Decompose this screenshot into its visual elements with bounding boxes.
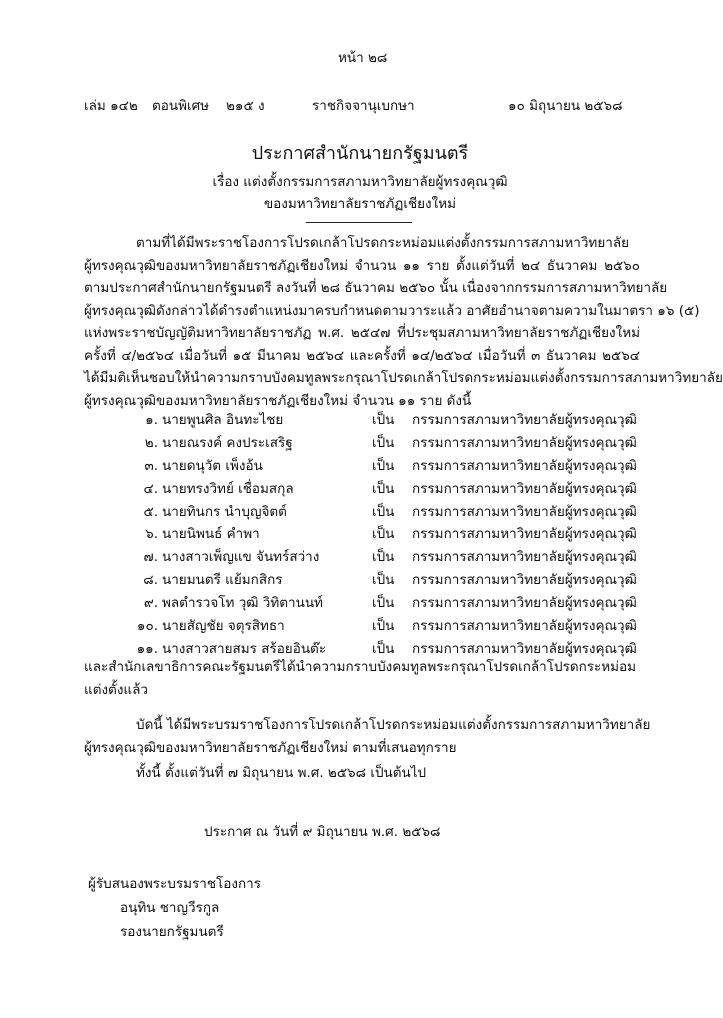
appointee-as: เป็น — [372, 412, 395, 428]
appointee-as: เป็น — [372, 434, 395, 451]
list-item — [0, 501, 720, 524]
header-date: ๑๐ มิถุนายน ๒๕๖๘ — [508, 98, 623, 114]
appointee-name: นายณรงค์ คงประเสริฐ — [162, 434, 293, 451]
item-number: ๒. — [144, 434, 158, 451]
announcement-date: ประกาศ ณ วันที่ ๙ มิถุนายน พ.ศ. ๒๕๖๘ — [204, 824, 441, 840]
appointee-name: พลตำรวจโท วุฒิ วิทิตานนท์ — [162, 595, 323, 612]
appointee-position: กรรมการสภามหาวิทยาลัยผู้ทรงคุณวุฒิ — [412, 549, 637, 566]
item-number: ๗. — [143, 549, 158, 566]
header-number: ๒๑๕ ง — [226, 98, 265, 114]
signatory-role: รองนายกรัฐมนตรี — [120, 924, 224, 940]
appointee-name: นายทินกร นำบุญจิตต์ — [162, 503, 287, 520]
appointee-as: เป็น — [372, 526, 395, 543]
body-line: ครั้งที่ ๔/๒๕๖๔ เมื่อวันที่ ๑๕ มีนาคม ๒๕๖๔ และครั้งที่ ๑๔/๒๕๖๔ เมื่อวันที่ ๓ ธันวาคม ๒๕๖๔ — [84, 347, 640, 364]
appointee-position: กรรมการสภามหาวิทยาลัยผู้ทรงคุณวุฒิ — [412, 457, 637, 474]
appointee-as: เป็น — [372, 618, 395, 635]
item-number: ๑. — [145, 412, 158, 428]
item-number: ๖. — [145, 526, 158, 543]
appointee-as: เป็น — [372, 640, 395, 657]
order-line: บัดนี้ ได้มีพระบรมราชโองการโปรดเกล้าโปรดกระหม่อมแต่งตั้งกรรมการสภามหาวิทยาลัย — [136, 717, 651, 733]
title-divider — [306, 222, 412, 223]
body-line: ตามที่ได้มีพระราชโองการโปรดเกล้าโปรดกระหม่อมแต่งตั้งกรรมการสภามหาวิทยาลัย — [136, 235, 630, 251]
header-volume: เล่ม ๑๔๒ — [84, 98, 138, 114]
subject-line-1: เรื่อง แต่งตั้งกรรมการสภามหาวิทยาลัยผู้ทรงคุณวุฒิ — [212, 174, 508, 190]
body-line: ผู้ทรงคุณวุฒิของมหาวิทยาลัยราชภัฏเชียงใหม่ จำนวน ๑๑ ราย ดังนี้ — [84, 392, 472, 409]
item-number: ๕. — [143, 503, 158, 520]
appointee-name: นายสัญชัย จตุรสิทธา — [162, 618, 285, 635]
header-gazette-name: ราชกิจจานุเบกษา — [312, 98, 415, 114]
item-number: ๘. — [143, 572, 158, 589]
appointee-as: เป็น — [372, 572, 395, 589]
appointee-position: กรรมการสภามหาวิทยาลัยผู้ทรงคุณวุฒิ — [412, 480, 637, 497]
appointee-as: เป็น — [372, 457, 395, 474]
item-number: ๓. — [144, 457, 158, 474]
appointee-name: นายนิพนธ์ คำพา — [162, 526, 260, 543]
appointee-as: เป็น — [372, 549, 395, 566]
appointee-position: กรรมการสภามหาวิทยาลัยผู้ทรงคุณวุฒิ — [412, 412, 637, 428]
closing-paragraph — [84, 656, 640, 701]
appointee-name: นายดนุวัต เพ็งอ้น — [162, 457, 263, 474]
appointee-as: เป็น — [372, 595, 395, 612]
list-item — [0, 432, 720, 455]
header-edition: ตอนพิเศษ — [152, 98, 210, 114]
list-item — [0, 455, 720, 478]
body-line: แห่งพระราชบัญญัติมหาวิทยาลัยราชภัฏ พ.ศ. ๒๕๔๗ ที่ประชุมสภามหาวิทยาลัยราชภัฏเชียงใหม่ — [84, 325, 640, 341]
appointee-as: เป็น — [372, 480, 395, 497]
appointee-name: นายพูนศิล อินทะไชย — [162, 412, 284, 428]
list-item — [0, 478, 720, 501]
appointee-name: นางสาวเพ็ญแข จันทร์สว่าง — [162, 549, 320, 566]
appointee-name: นายมนตรี แย้มกสิกร — [162, 572, 283, 589]
appointee-as: เป็น — [372, 503, 395, 520]
appointee-position: กรรมการสภามหาวิทยาลัยผู้ทรงคุณวุฒิ — [412, 595, 637, 612]
list-item — [0, 569, 720, 592]
list-item — [0, 409, 720, 432]
item-number: ๔. — [143, 480, 158, 497]
list-item — [0, 592, 720, 615]
page-number: หน้า ๒๘ — [338, 50, 388, 66]
appointee-position: กรรมการสภามหาวิทยาลัยผู้ทรงคุณวุฒิ — [412, 434, 637, 451]
body-line: ตามประกาศสำนักนายกรัฐมนตรี ลงวันที่ ๒๘ ธันวาคม ๒๕๖๐ นั้น เนื่องจากกรรมการสภามหาวิทยาลัย — [84, 280, 668, 296]
item-number: ๙. — [143, 595, 158, 612]
appointee-list — [0, 409, 720, 661]
item-number: ๑๐. — [136, 618, 158, 635]
appointee-name: นายทรงวิทย์ เชื่อมสกุล — [162, 480, 294, 497]
closing-line: แต่งตั้งแล้ว — [84, 681, 148, 698]
item-number: ๑๑. — [136, 640, 158, 657]
effective-line: ทั้งนี้ ตั้งแต่วันที่ ๗ มิถุนายน พ.ศ. ๒๕๖๘ เป็นต้นไป — [136, 765, 427, 781]
appointee-position: กรรมการสภามหาวิทยาลัยผู้ทรงคุณวุฒิ — [412, 526, 637, 543]
list-item — [0, 615, 720, 638]
body-line: ผู้ทรงคุณวุฒิดังกล่าวได้ดำรงตำแหน่งมาครบกำหนดตามวาระแล้ว อาศัยอำนาจตามความในมาตรา ๑๖ (๕) — [84, 302, 700, 319]
body-line: ได้มีมติเห็นชอบให้นำความกราบบังคมทูลพระกรุณาโปรดเกล้าโปรดกระหม่อมแต่งตั้งกรรมการสภามหาวิทยาลัย — [84, 370, 723, 386]
appointee-position: กรรมการสภามหาวิทยาลัยผู้ทรงคุณวุฒิ — [412, 618, 637, 635]
effective-paragraph — [84, 762, 640, 785]
list-item — [0, 523, 720, 546]
appointee-name: นางสาวสายสมร สร้อยอินต๊ะ — [162, 640, 327, 657]
body-line: ผู้ทรงคุณวุฒิของมหาวิทยาลัยราชภัฏเชียงใหม่ จำนวน ๑๑ ราย ตั้งแต่วันที่ ๒๔ ธันวาคม ๒๕๖๐ — [84, 257, 640, 274]
signatory-name: อนุทิน ชาญวีรกูล — [120, 900, 220, 916]
body-paragraph — [84, 232, 723, 412]
appointee-position: กรรมการสภามหาวิทยาลัยผู้ทรงคุณวุฒิ — [412, 503, 637, 520]
closing-line: และสำนักเลขาธิการคณะรัฐมนตรีได้นำความกราบบังคมทูลพระกรุณาโปรดเกล้าโปรดกระหม่อม — [84, 659, 637, 675]
appointee-position: กรรมการสภามหาวิทยาลัยผู้ทรงคุณวุฒิ — [412, 572, 637, 589]
order-line: ผู้ทรงคุณวุฒิของมหาวิทยาลัยราชภัฏเชียงใหม่ ตามที่เสนอทุกราย — [84, 739, 457, 756]
countersign-label: ผู้รับสนองพระบรมราชโองการ — [88, 876, 261, 892]
order-paragraph — [84, 714, 651, 759]
subject-line-2: ของมหาวิทยาลัยราชภัฏเชียงใหม่ — [263, 196, 457, 212]
document-title: ประกาศสำนักนายกรัฐมนตรี — [251, 143, 469, 164]
list-item — [0, 546, 720, 569]
appointee-position: กรรมการสภามหาวิทยาลัยผู้ทรงคุณวุฒิ — [412, 640, 637, 657]
